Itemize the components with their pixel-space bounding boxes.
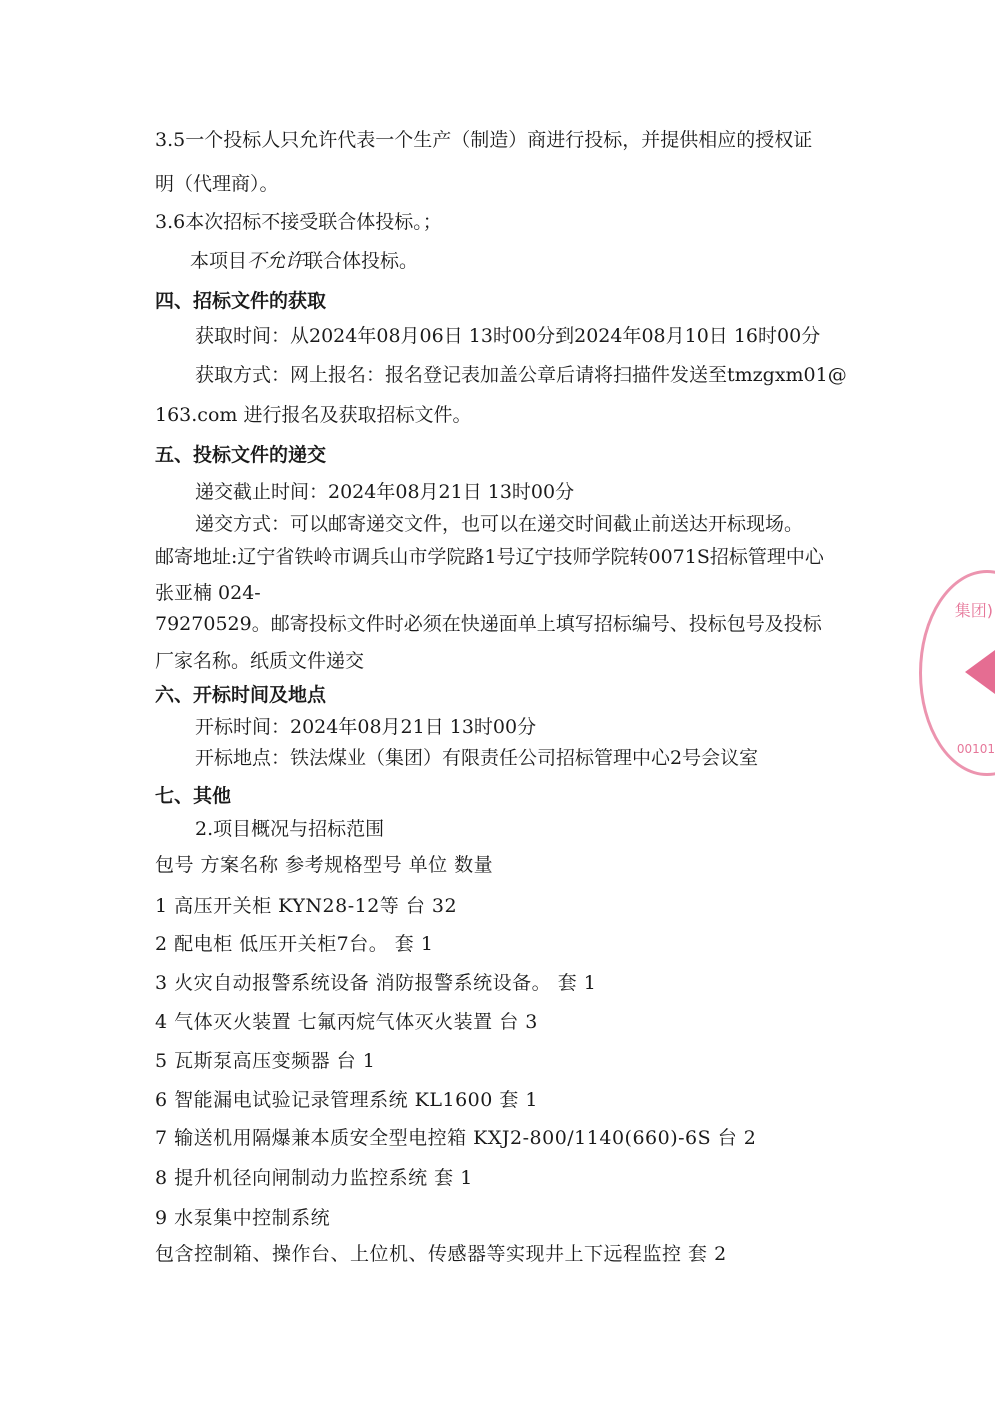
open-place: 开标地点：铁法煤业（集团）有限责任公司招标管理中心2号会议室 xyxy=(195,747,759,769)
section-7-heading: 七、其他 xyxy=(155,785,232,807)
table-row: 包含控制箱、操作台、上位机、传感器等实现井上下远程监控 套 2 xyxy=(155,1243,727,1265)
clause-3-5-line1: 3.5一个投标人只允许代表一个生产（制造）商进行投标，并提供相应的授权证 xyxy=(155,129,813,151)
clause-3-5-line2: 明（代理商）。 xyxy=(155,173,279,195)
get-way-line2: 163.com 进行报名及获取招标文件。 xyxy=(155,404,472,426)
table-row: 5 瓦斯泵高压变频器 台 1 xyxy=(155,1050,376,1072)
get-way-line1: 获取方式：网上报名：报名登记表加盖公章后请将扫描件发送至tmzgxm01@ xyxy=(195,364,847,386)
mail-address-line3: 79270529。邮寄投标文件时必须在快递面单上填写招标编号、投标包号及投标 xyxy=(155,613,822,635)
open-time: 开标时间：2024年08月21日 13时00分 xyxy=(195,716,537,738)
table-row: 8 提升机径向闸制动力监控系统 套 1 xyxy=(155,1167,473,1189)
table-row: 4 气体灭火装置 七氟丙烷气体灭火装置 台 3 xyxy=(155,1011,538,1033)
section-6-heading: 六、开标时间及地点 xyxy=(155,684,327,706)
detail-post: 联合体投标。 xyxy=(304,250,419,272)
table-row: 3 火灾自动报警系统设备 消防报警系统设备。 套 1 xyxy=(155,972,597,994)
table-row: 7 输送机用隔爆兼本质安全型电控箱 KXJ2-800/1140(660)-6S 台 2 xyxy=(155,1127,757,1149)
seal-text-top: 集团) xyxy=(954,601,993,620)
submit-way: 递交方式：可以邮寄递交文件，也可以在递交时间截止前送达开标现场。 xyxy=(195,513,804,535)
table-row: 6 智能漏电试验记录管理系统 KL1600 套 1 xyxy=(155,1089,539,1111)
detail-pre: 本项目 xyxy=(190,250,248,272)
seal-star-icon xyxy=(965,650,995,694)
clause-3-6: 3.6本次招标不接受联合体投标。； xyxy=(155,211,442,233)
mail-address-line2: 张亚楠 024- xyxy=(155,582,261,604)
subsection-2: 2.项目概况与招标范围 xyxy=(195,818,385,840)
get-time: 获取时间：从2024年08月06日 13时00分到2024年08月10日 16时00分 xyxy=(195,325,821,347)
table-row: 9 水泵集中控制系统 xyxy=(155,1207,331,1229)
seal-text-bottom: 00101 xyxy=(956,742,995,756)
table-header: 包号 方案名称 参考规格型号 单位 数量 xyxy=(155,854,494,876)
mail-address-line4: 厂家名称。纸质文件递交 xyxy=(155,650,365,672)
table-row: 2 配电柜 低压开关柜7台。 套 1 xyxy=(155,933,434,955)
section-5-heading: 五、投标文件的递交 xyxy=(155,444,327,466)
table-row: 1 高压开关柜 KYN28-12等 台 32 xyxy=(155,895,458,917)
mail-address-line1: 邮寄地址:辽宁省铁岭市调兵山市学院路1号辽宁技师学院转0071S招标管理中心 xyxy=(155,546,824,568)
detail-italic: 不允许 xyxy=(247,250,305,272)
clause-3-6-detail xyxy=(190,249,418,273)
section-4-heading: 四、招标文件的获取 xyxy=(155,290,327,312)
deadline: 递交截止时间：2024年08月21日 13时00分 xyxy=(195,481,575,503)
